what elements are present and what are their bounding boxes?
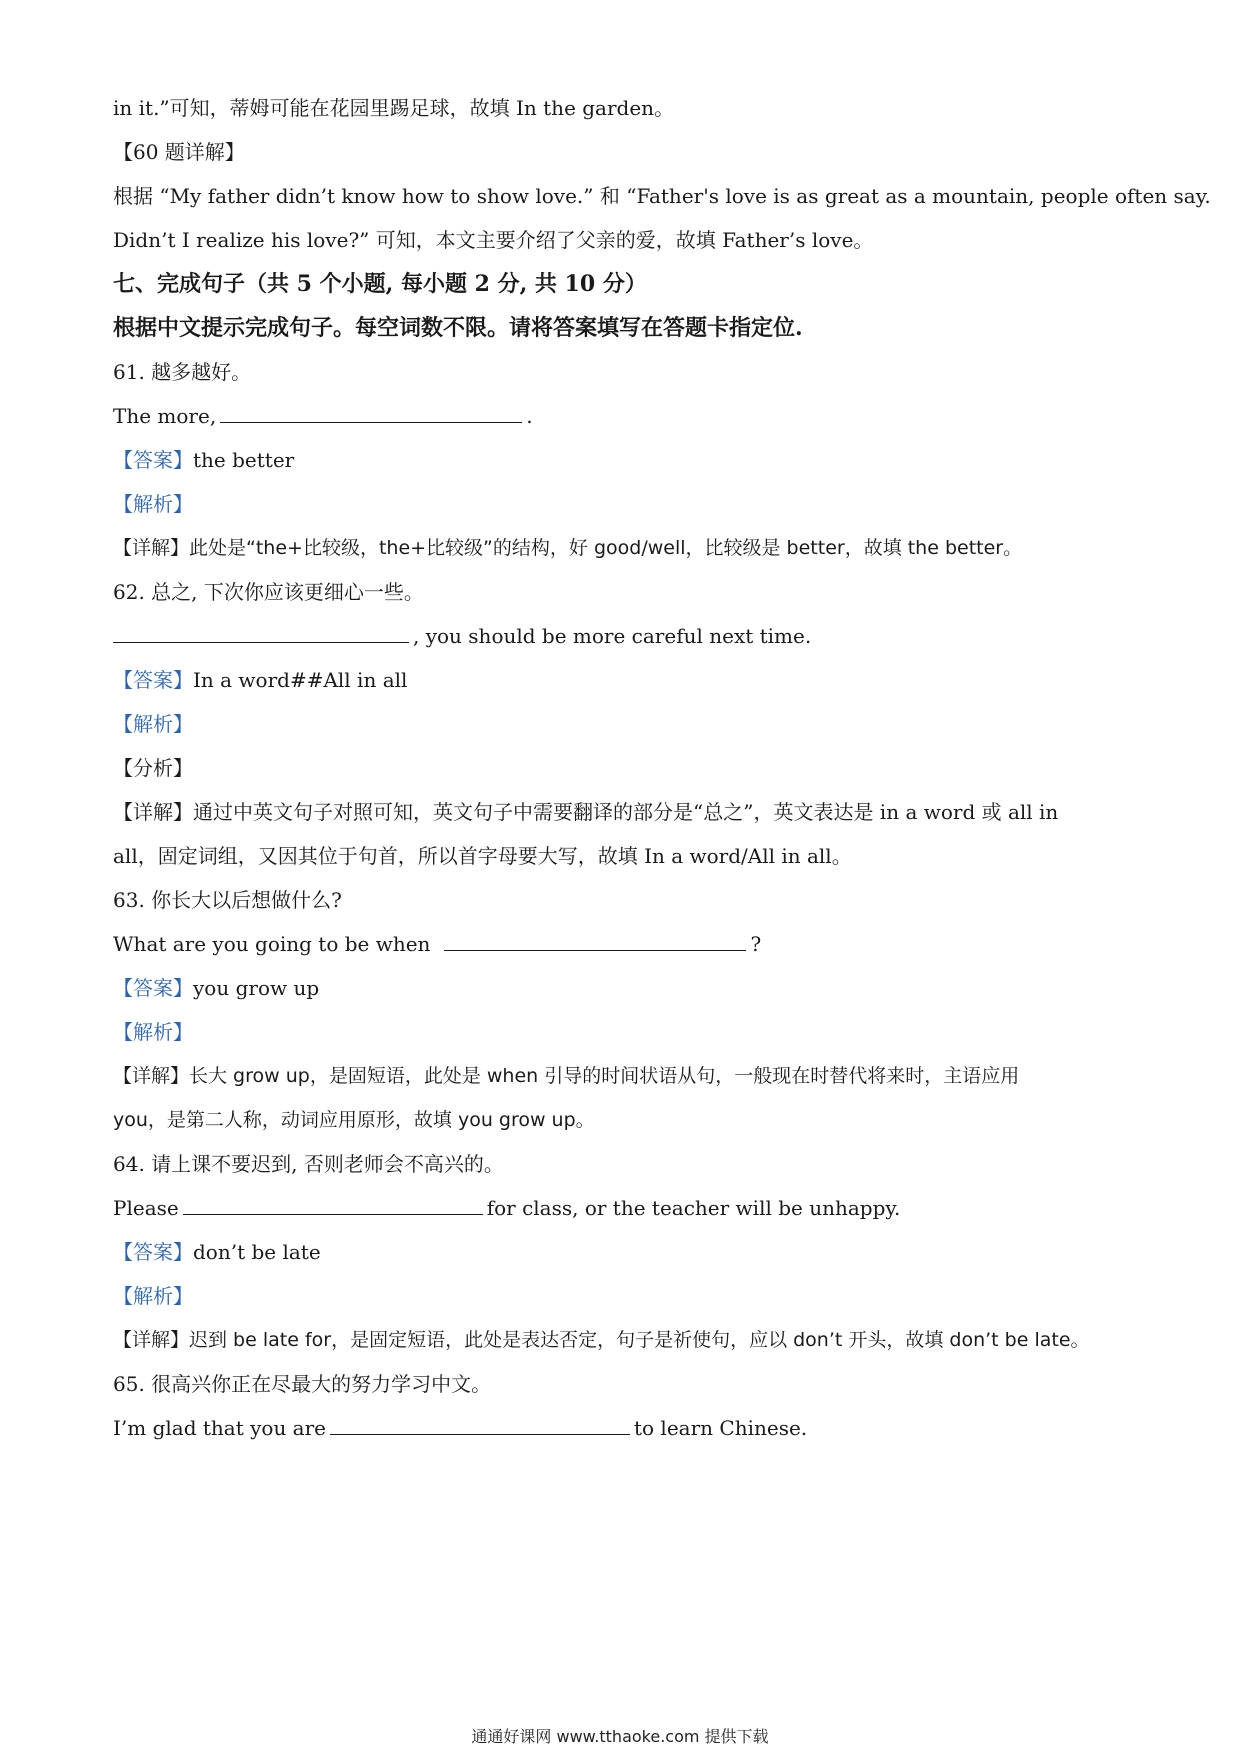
q63-sentence [113, 930, 1180, 958]
q61-answer [113, 446, 1180, 474]
detail-tag: 【详解】 [113, 800, 193, 824]
q65-blank [330, 1416, 630, 1435]
q64-before: Please [113, 1196, 179, 1220]
q63-before: What are you going to be when [113, 932, 431, 956]
detail-tag: 【详解】 [113, 1065, 190, 1087]
q62-after: , you should be more careful next time. [413, 624, 812, 648]
q63-answer [113, 974, 1180, 1002]
answer-tag: 【答案】 [113, 668, 193, 692]
q62-answer-text: In a word##All in all [193, 668, 408, 692]
q65-before: I’m glad that you are [113, 1416, 326, 1440]
q64-blank [183, 1196, 483, 1215]
detail-tag: 【详解】 [113, 1329, 190, 1351]
analysis-tag: 【解析】 [113, 1020, 193, 1044]
q61-detail [113, 534, 1180, 562]
q62-analysis [113, 710, 1180, 738]
q60-detail-heading: 【60 题详解】 [113, 140, 245, 164]
text-line: 根据 “My father didn’t know how to show love.” 和 “Father's love is as great as a mountain, people often say. [113, 184, 1211, 208]
text-line: in it.”可知，蒂姆可能在花园里踢足球，故填 In the garden。 [113, 96, 675, 120]
q64-prompt: 64. 请上课不要迟到, 否则老师会不高兴的。 [113, 1152, 504, 1176]
answer-tag: 【答案】 [113, 1240, 193, 1264]
q62-answer [113, 666, 1180, 694]
q61-after: . [526, 404, 533, 428]
section-title: 七、完成句子（共 5 个小题, 每小题 2 分, 共 10 分） [113, 271, 647, 297]
q64-sentence [113, 1194, 1180, 1222]
analysis-tag: 【解析】 [113, 492, 193, 516]
q62-fenxi [113, 754, 1180, 782]
q63-detail [113, 1062, 1180, 1090]
q65-prompt: 65. 很高兴你正在尽最大的努力学习中文。 [113, 1372, 492, 1396]
q61-detail-text: 此处是“the+比较级，the+比较级”的结构，好 good/well，比较级是 better，故填 the better。 [189, 537, 1023, 559]
q62-detail-cont: all，固定词组，又因其位于句首，所以首字母要大写，故填 In a word/All in all。 [113, 844, 852, 868]
q62-blank [113, 624, 409, 643]
q62-prompt: 62. 总之, 下次你应该更细心一些。 [113, 580, 424, 604]
q64-answer [113, 1238, 1180, 1266]
q61-before: The more, [113, 404, 217, 428]
q61-sentence [113, 402, 1180, 430]
q63-detail-cont: you，是第二人称，动词应用原形，故填 you grow up。 [113, 1109, 595, 1131]
answer-tag: 【答案】 [113, 448, 193, 472]
section-instruction: 根据中文提示完成句子。每空词数不限。请将答案填写在答题卡指定位. [113, 315, 803, 341]
q62-detail-text: 通过中英文句子对照可知，英文句子中需要翻译的部分是“总之”，英文表达是 in a word 或 all in [193, 800, 1059, 824]
q61-prompt: 61. 越多越好。 [113, 360, 252, 384]
q63-analysis [113, 1018, 1180, 1046]
q61-blank [220, 404, 522, 423]
q63-detail-text: 长大 grow up，是固短语，此处是 when 引导的时间状语从句，一般现在时替代将来时，主语应用 [189, 1065, 1020, 1087]
q61-analysis [113, 490, 1180, 518]
answer-tag: 【答案】 [113, 976, 193, 1000]
q61-answer-text: the better [193, 448, 295, 472]
q62-sentence [113, 622, 1180, 650]
q65-sentence [113, 1414, 1180, 1442]
q64-detail-text: 迟到 be late for，是固定短语，此处是表达否定，句子是祈使句，应以 don’t 开头，故填 don’t be late。 [189, 1329, 1090, 1351]
q64-answer-text: don’t be late [193, 1240, 321, 1264]
page-footer: 通通好课网 www.tthaoke.com 提供下载 [471, 1727, 769, 1746]
q64-detail [113, 1326, 1180, 1354]
q62-detail [113, 798, 1180, 826]
fenxi-tag: 【分析】 [113, 756, 193, 780]
q63-blank [444, 932, 746, 951]
q63-prompt: 63. 你长大以后想做什么? [113, 888, 342, 912]
detail-tag: 【详解】 [113, 537, 190, 559]
q64-analysis [113, 1282, 1180, 1310]
q63-answer-text: you grow up [193, 976, 320, 1000]
q63-after: ? [750, 932, 762, 956]
q65-after: to learn Chinese. [634, 1416, 808, 1440]
analysis-tag: 【解析】 [113, 712, 193, 736]
text-line: Didn’t I realize his love?” 可知，本文主要介绍了父亲的爱，故填 Father’s love。 [113, 228, 874, 252]
q64-after: for class, or the teacher will be unhappy. [486, 1196, 901, 1220]
analysis-tag: 【解析】 [113, 1284, 193, 1308]
